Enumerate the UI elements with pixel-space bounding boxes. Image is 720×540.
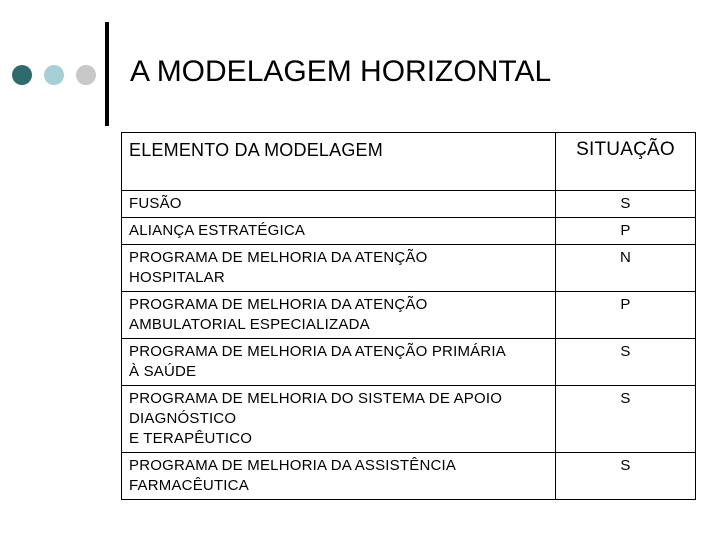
decorative-dots [12,65,96,85]
element-cell: PROGRAMA DE MELHORIA DA ATENÇÃO PRIMÁRIA À SAÚDE [122,339,556,386]
table-row [122,453,696,500]
gray-dot [76,65,96,85]
element-cell: PROGRAMA DE MELHORIA DA ATENÇÃO AMBULATORIAL ESPECIALIZADA [122,292,556,339]
element-cell: PROGRAMA DE MELHORIA DA ATENÇÃO HOSPITALAR [122,245,556,292]
element-cell: FUSÃO [122,191,556,218]
status-cell: S [556,453,696,500]
element-cell: PROGRAMA DE MELHORIA DA ASSISTÊNCIA FARMACÊUTICA [122,453,556,500]
table-row [122,339,696,386]
table-header-row [122,133,696,191]
table-row [122,245,696,292]
status-cell: P [556,218,696,245]
header-status: SITUAÇÃO [556,133,696,191]
dark-teal-dot [12,65,32,85]
modeling-table [121,132,696,500]
status-cell: S [556,386,696,453]
status-cell: P [556,292,696,339]
status-cell: S [556,191,696,218]
title-divider-bar [105,22,109,126]
light-teal-dot [44,65,64,85]
page-title: A MODELAGEM HORIZONTAL [130,55,552,88]
table-row [122,386,696,453]
table-row [122,292,696,339]
element-cell: ALIANÇA ESTRATÉGICA [122,218,556,245]
status-cell: N [556,245,696,292]
table-row [122,191,696,218]
table-row [122,218,696,245]
element-cell: PROGRAMA DE MELHORIA DO SISTEMA DE APOIO DIAGNÓSTICO E TERAPÊUTICO [122,386,556,453]
header-element: ELEMENTO DA MODELAGEM [122,133,556,191]
status-cell: S [556,339,696,386]
